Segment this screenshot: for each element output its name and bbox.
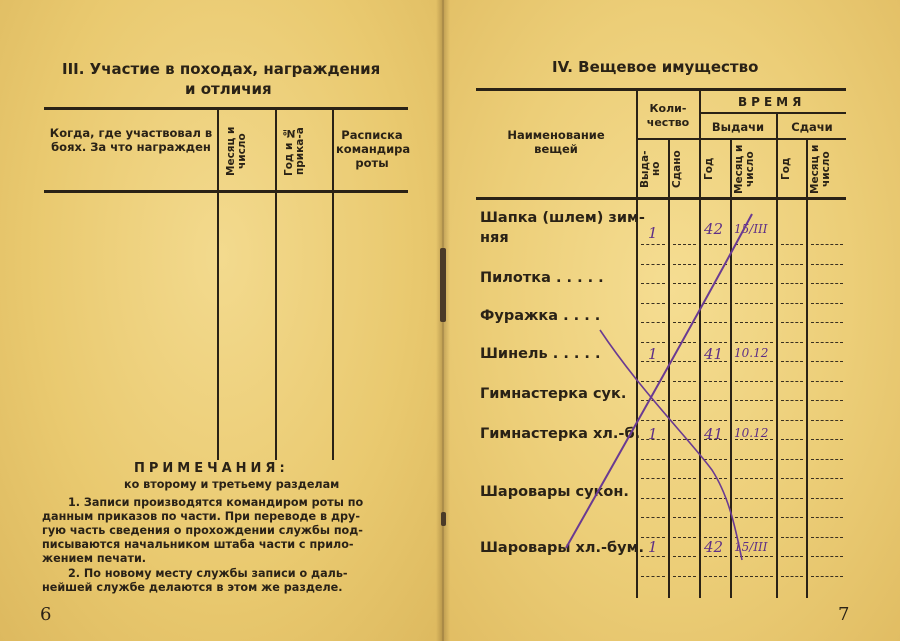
hw-issued: 1 xyxy=(648,345,658,363)
item-label-cont: няя xyxy=(480,230,509,246)
hw-year: 42 xyxy=(704,220,724,238)
column-header-year-order: Год и № прика-а xyxy=(283,126,306,176)
note-line: писываются начальником штаба части с прило- xyxy=(42,538,354,551)
hw-date: 15/III xyxy=(734,540,768,554)
hw-issued: 1 xyxy=(648,538,658,556)
item-label: Фуражка . . . . xyxy=(480,308,601,324)
item-label: Шаровары хл.-бум. xyxy=(480,540,644,556)
section-title-line2: и отличия xyxy=(185,80,272,98)
note-line: 1. Записи производятся командиром роты по xyxy=(68,496,364,509)
note-line: гую часть сведения о прохождении службы под- xyxy=(42,524,363,537)
column-header-time: ВРЕМЯ xyxy=(738,95,806,109)
notes-title: ПРИМЕЧАНИЯ: xyxy=(134,461,289,476)
strike-line xyxy=(566,214,752,548)
item-label: Гимнастерка хл.-б. xyxy=(480,426,641,442)
note-line: 2. По новому месту службы записи о даль- xyxy=(68,567,348,580)
item-label: Шаровары сукон. xyxy=(480,484,629,500)
note-line: жением печати. xyxy=(42,552,147,565)
hw-issued: 1 xyxy=(648,224,658,242)
item-label: Шинель . . . . . xyxy=(480,346,601,362)
page-number-right: 7 xyxy=(838,604,850,625)
item-label: Гимнастерка сук. xyxy=(480,386,627,402)
column-header-receipt: Расписка командира роты xyxy=(336,128,411,170)
column-header-return-month-day: Месяц и число xyxy=(809,144,832,194)
column-header-returned: Сдано xyxy=(671,150,683,188)
section-title-right: IV. Вещевое имущество xyxy=(552,58,759,76)
section-title-line1: III. Участие в походах, награждения xyxy=(62,60,381,78)
hw-year: 41 xyxy=(704,345,724,363)
notes-subtitle: ко второму и третьему разделам xyxy=(124,478,340,491)
hw-year: 41 xyxy=(704,425,724,443)
hw-issued: 1 xyxy=(648,425,658,443)
column-header-item-name: Наименование вещей xyxy=(507,128,605,156)
hw-date: 10.12 xyxy=(734,426,769,440)
column-header-return: Сдачи xyxy=(791,120,833,134)
page-number-left: 6 xyxy=(40,604,52,625)
hw-date: 10.12 xyxy=(734,346,769,360)
item-label: Шапка (шлем) зим- xyxy=(480,210,645,226)
column-header-issue: Выдачи xyxy=(711,120,765,134)
column-header-when-where: Когда, где участвовал в боях. За что награжден xyxy=(49,126,213,154)
column-header-quantity: Коли-чество xyxy=(646,102,690,129)
item-label: Пилотка . . . . . xyxy=(480,270,604,286)
column-header-issue-month-day: Месяц и число xyxy=(733,144,756,194)
column-header-issued: Выда-но xyxy=(639,150,662,188)
column-header-month-day: Месяц и число xyxy=(225,126,248,176)
strike-line xyxy=(600,330,742,560)
note-line: данным приказов по части. При переводе в дру- xyxy=(42,510,360,523)
column-header-issue-year: Год xyxy=(703,157,715,181)
column-header-return-year: Год xyxy=(780,157,792,181)
hw-year: 42 xyxy=(704,538,724,556)
hw-date: 15/III xyxy=(734,222,768,236)
note-line: нейшей службе делаются в этом же разделе. xyxy=(42,581,343,594)
